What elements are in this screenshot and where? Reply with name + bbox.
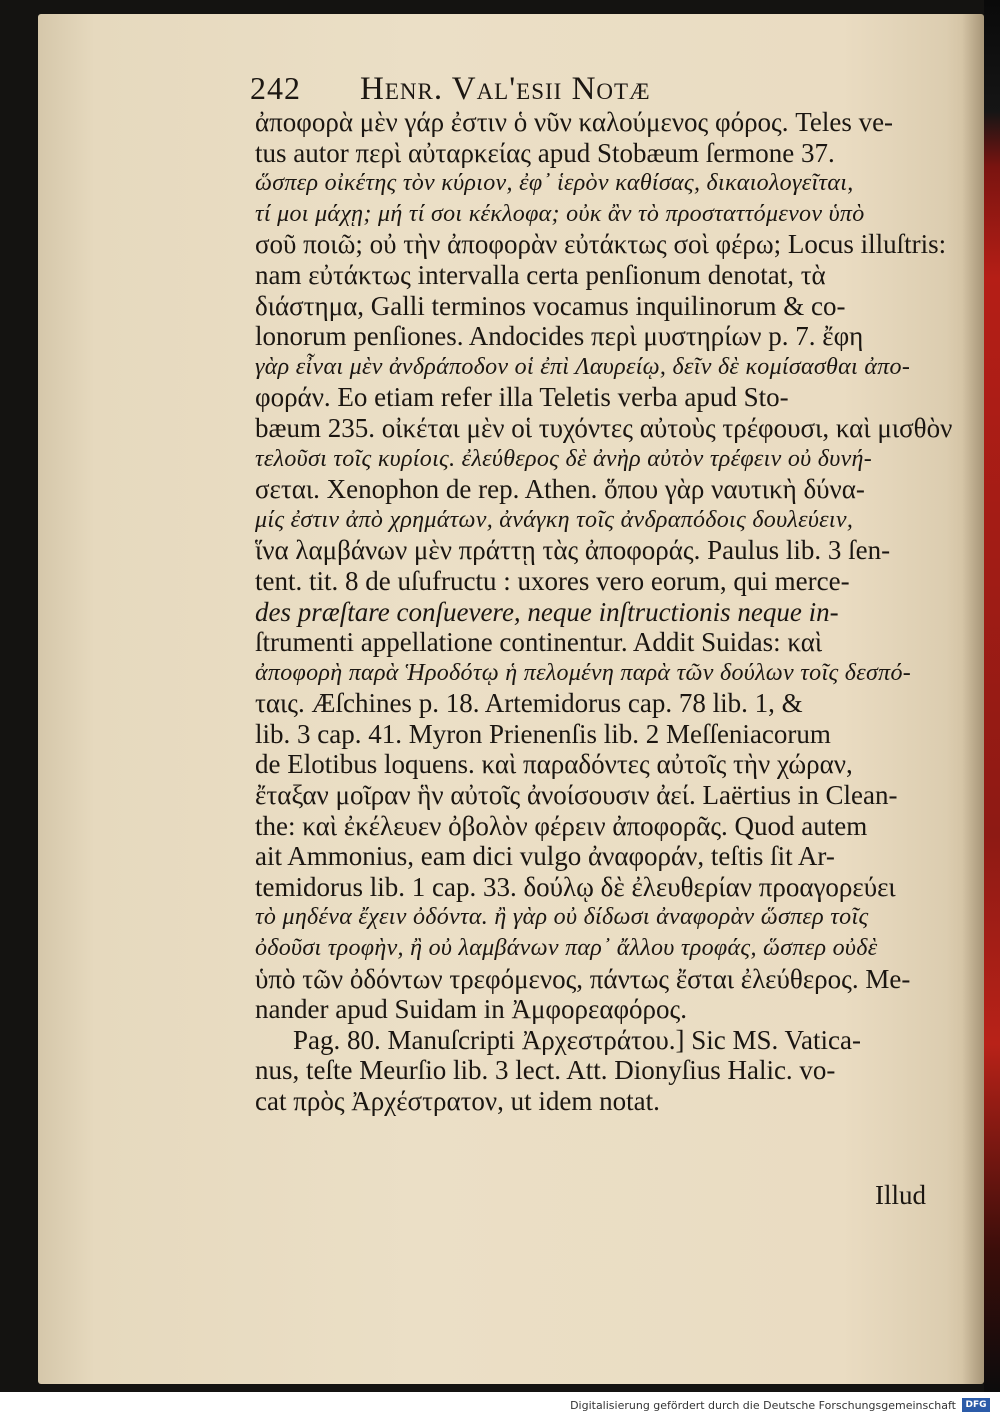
funding-credit: Digitalisierung gefördert durch die Deutsche Forschungsgemeinschaft xyxy=(570,1398,956,1412)
running-title: Henr. Val'esii Notæ xyxy=(360,71,651,107)
text-line: ταις. Æſchines p. 18. Artemidorus cap. 78 lib. 1, & xyxy=(255,688,803,719)
text-line: γὰρ εἶναι μὲν ἀνδράποδον οἱ ἐπὶ Λαυρείῳ, δεῖν δὲ κομίσασθαι ἀπο- xyxy=(255,353,911,380)
footer-bar xyxy=(0,1394,1000,1416)
text-line: tus autor περὶ αὐταρκείας apud Stobæum ſermone 37. xyxy=(255,137,835,168)
text-line: nander apud Suidam in Ἀμφορεαφόρος. xyxy=(255,994,687,1025)
catchword: Illud xyxy=(875,1180,926,1210)
book-edge xyxy=(984,0,1000,1392)
text-line: Pag. 80. Manuſcripti Ἀρχεστράτου.] Sic MS. Vatica- xyxy=(293,1024,861,1055)
text-line: temidorus lib. 1 cap. 33. δούλῳ δὲ ἐλευθερίαν προαγορεύει xyxy=(255,871,896,902)
text-line: τὸ μηδένα ἔχειν ὀδόντα. ἢ γὰρ οὐ δίδωσι ἀναφορὰν ὥσπερ τοῖς xyxy=(255,904,869,931)
text-line: τελοῦσι τοῖς κυρίοις. ἐλεύθερος δὲ ἀνὴρ αὐτὸν τρέφειν οὐ δυνή- xyxy=(255,445,873,472)
text-line: ait Ammonius, eam dici vulgo ἀναφοράν, teſtis ſit Ar- xyxy=(255,841,835,872)
text-line: lib. 3 cap. 41. Myron Prienenſis lib. 2 Meſſeniacorum xyxy=(255,718,831,749)
text-line: tent. tit. 8 de uſufructu : uxores vero eorum, qui merce- xyxy=(255,565,850,596)
text-line: ἀποφορὴ παρὰ Ἡροδότῳ ἡ πελομένη παρὰ τῶν δούλων τοῖς δεσπό- xyxy=(255,659,912,686)
text-line: ſtrumenti appellatione continentur. Addit Suidas: καὶ xyxy=(255,627,823,658)
text-line: nam εὐτάκτως intervalla certa penſionum denotat, τὰ xyxy=(255,259,826,290)
text-line: σοῦ ποιῶ; οὐ τὴν ἀποφορὰν εὐτάκτως σοὶ φέρω; Locus illuſtris: xyxy=(255,229,947,260)
text-line: lonorum penſiones. Andocides περὶ μυστηρίων p. 7. ἔφη xyxy=(255,321,864,352)
text-line: the: καὶ ἐκέλευεν ὀβολὸν φέρειν ἀποφορᾶς. Quod autem xyxy=(255,810,868,841)
text-line: cat πρὸς Ἀρχέστρατον, ut idem notat. xyxy=(255,1086,660,1116)
text-line: ἔταξαν μοῖραν ἣν αὐτοῖς ἀνοίσουσιν ἀεί. Laërtius in Clean- xyxy=(255,780,898,811)
text-line: de Elotibus loquens. καὶ παραδόντες αὐτοῖς τὴν χώραν, xyxy=(255,749,853,780)
text-line: τί μοι μάχῃ; μή τί σοι κέκλοφα; οὐκ ἂν τὸ προσταττόμενον ὑπὸ xyxy=(255,200,865,227)
text-line: bæum 235. οἰκέται μὲν οἱ τυχόντες αὐτοὺς τρέφουσι, καὶ μισθὸν xyxy=(255,412,953,443)
text-body xyxy=(255,107,965,1117)
text-line: des præſtare conſuevere, neque inſtructionis neque in- xyxy=(255,596,839,627)
page-number: 242 xyxy=(250,70,301,106)
text-line: φοράν. Eo etiam refer illa Teletis verba apud Sto- xyxy=(255,382,789,413)
text-line: ὀδοῦσι τροφὴν, ἢ οὐ λαμβάνων παρ᾽ ἄλλου τροφάς, ὥσπερ οὐδὲ xyxy=(255,935,878,962)
text-line: ἵνα λαμβάνων μὲν πράττῃ τὰς ἀποφοράς. Paulus lib. 3 ſen- xyxy=(255,535,891,566)
text-line: σεται. Xenophon de rep. Athen. ὅπου γὰρ ναυτικὴ δύνα- xyxy=(255,474,865,505)
running-header xyxy=(250,70,810,110)
text-line: μίς ἐστιν ἀπὸ χρημάτων, ἀνάγκη τοῖς ἀνδραπόδοις δουλεύειν, xyxy=(255,506,854,533)
text-line: ὑπὸ τῶν ὀδόντων τρεφόμενος, πάντως ἔσται ἐλεύθερος. Me- xyxy=(255,963,911,994)
text-line: διάστημα, Galli terminos vocamus inquilinorum & co- xyxy=(255,290,846,321)
text-line: ὥσπερ οἰκέτης τὸν κύριον, ἐφ᾽ ἱερὸν καθίσας, δικαιολογεῖται, xyxy=(255,170,854,197)
dfg-logo-icon: DFG xyxy=(962,1398,990,1412)
text-line: ἀποφορὰ μὲν γάρ ἐστιν ὁ νῦν καλούμενος φόρος. Teles ve- xyxy=(255,107,894,137)
book-page xyxy=(38,14,984,1384)
text-line: nus, teſte Meurſio lib. 3 lect. Att. Dionyſius Halic. vo- xyxy=(255,1055,836,1086)
